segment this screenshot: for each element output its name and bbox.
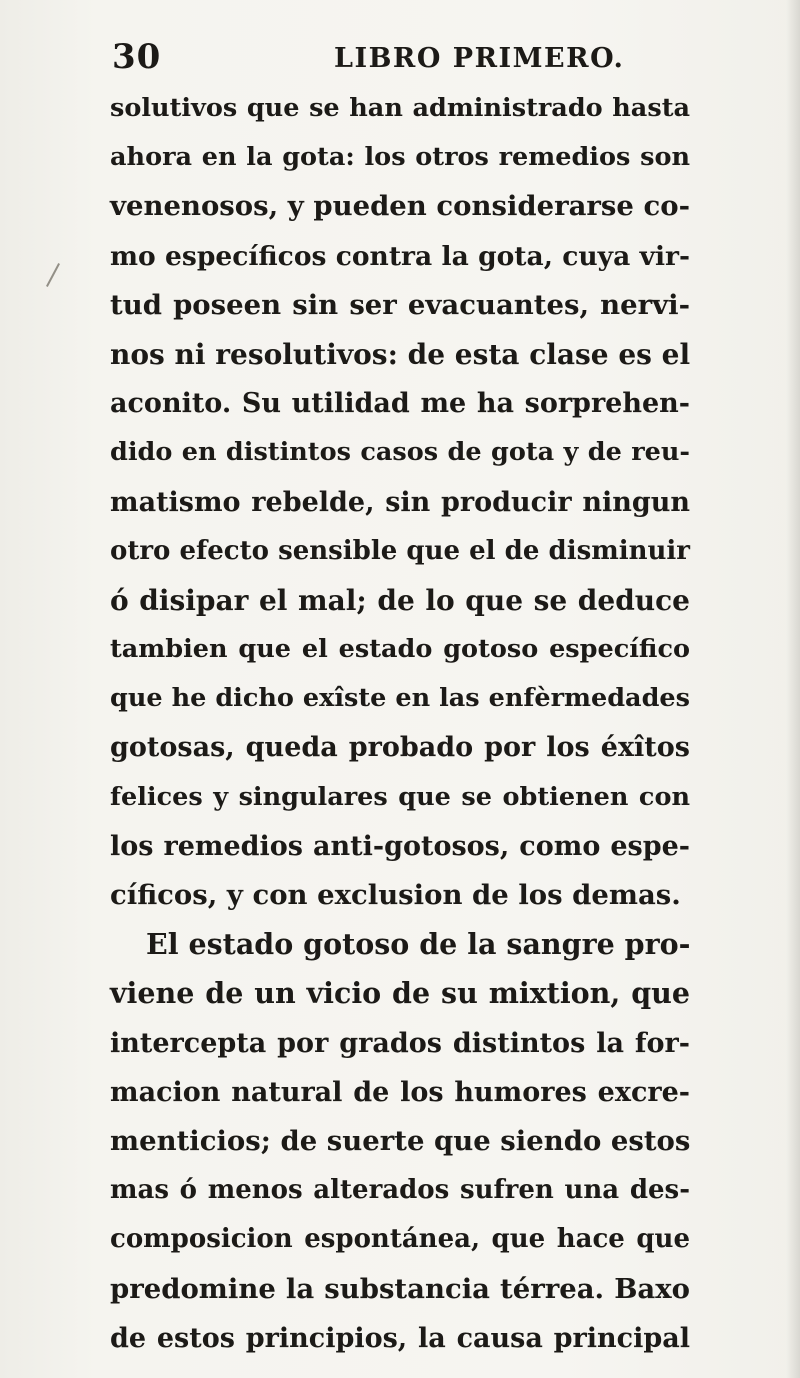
page-number: 30 <box>112 37 162 77</box>
page-edge-shadow <box>786 0 800 1378</box>
text-line: ahora en la gota: los otros remedios son <box>110 142 690 173</box>
text-line: de estos principios, la causa principal <box>110 1322 690 1354</box>
text-line: predomine la substancia térrea. Baxo <box>110 1272 690 1305</box>
margin-pencil-mark <box>46 263 60 287</box>
text-line: intercepta por grados distintos la for- <box>110 1027 690 1059</box>
text-line: venenosos, y pueden considerarse co- <box>110 190 690 223</box>
text-line: tud poseen sin ser evacuantes, nervi- <box>110 288 690 321</box>
text-line-paragraph-start: El estado gotoso de la sangre pro- <box>146 927 691 962</box>
page-header <box>112 32 692 82</box>
text-line: tambien que el estado gotoso específico <box>110 634 690 665</box>
text-line: composicion espontánea, que hace que <box>110 1224 690 1255</box>
text-line: gotosas, queda probado por los éxîtos <box>110 732 690 764</box>
text-line: que he dicho exîste en las enfèrmedades <box>110 683 690 714</box>
text-line: otro efecto sensible que el de disminuir <box>110 535 690 566</box>
body-text <box>110 84 690 1363</box>
text-line: menticios; de suerte que siendo estos <box>110 1124 691 1157</box>
text-line: los remedios anti-gotosos, como espe- <box>110 830 690 862</box>
text-line: felices y singulares que se obtienen con <box>110 781 690 812</box>
text-line: viene de un vicio de su mixtion, que <box>110 976 690 1011</box>
text-line: mo específicos contra la gota, cuya vir- <box>110 240 690 272</box>
running-head: LIBRO PRIMERO. <box>334 43 625 74</box>
text-line: aconito. Su utilidad me ha sorprehen- <box>110 388 690 420</box>
text-line: ó disipar el mal; de lo que se deduce <box>110 583 690 617</box>
text-line: mas ó menos alterados sufren una des- <box>110 1175 690 1206</box>
text-line: nos ni resolutivos: de esta clase es el <box>110 337 691 371</box>
text-line: solutivos que se han administrado hasta <box>110 93 690 123</box>
text-line-paragraph-end: cíficos, y con exclusion de los demas. <box>110 879 681 911</box>
text-line: matismo rebelde, sin producir ningun <box>110 486 690 518</box>
text-line: dido en distintos casos de gota y de reu- <box>110 437 690 468</box>
text-line: macion natural de los humores excre- <box>110 1076 690 1108</box>
